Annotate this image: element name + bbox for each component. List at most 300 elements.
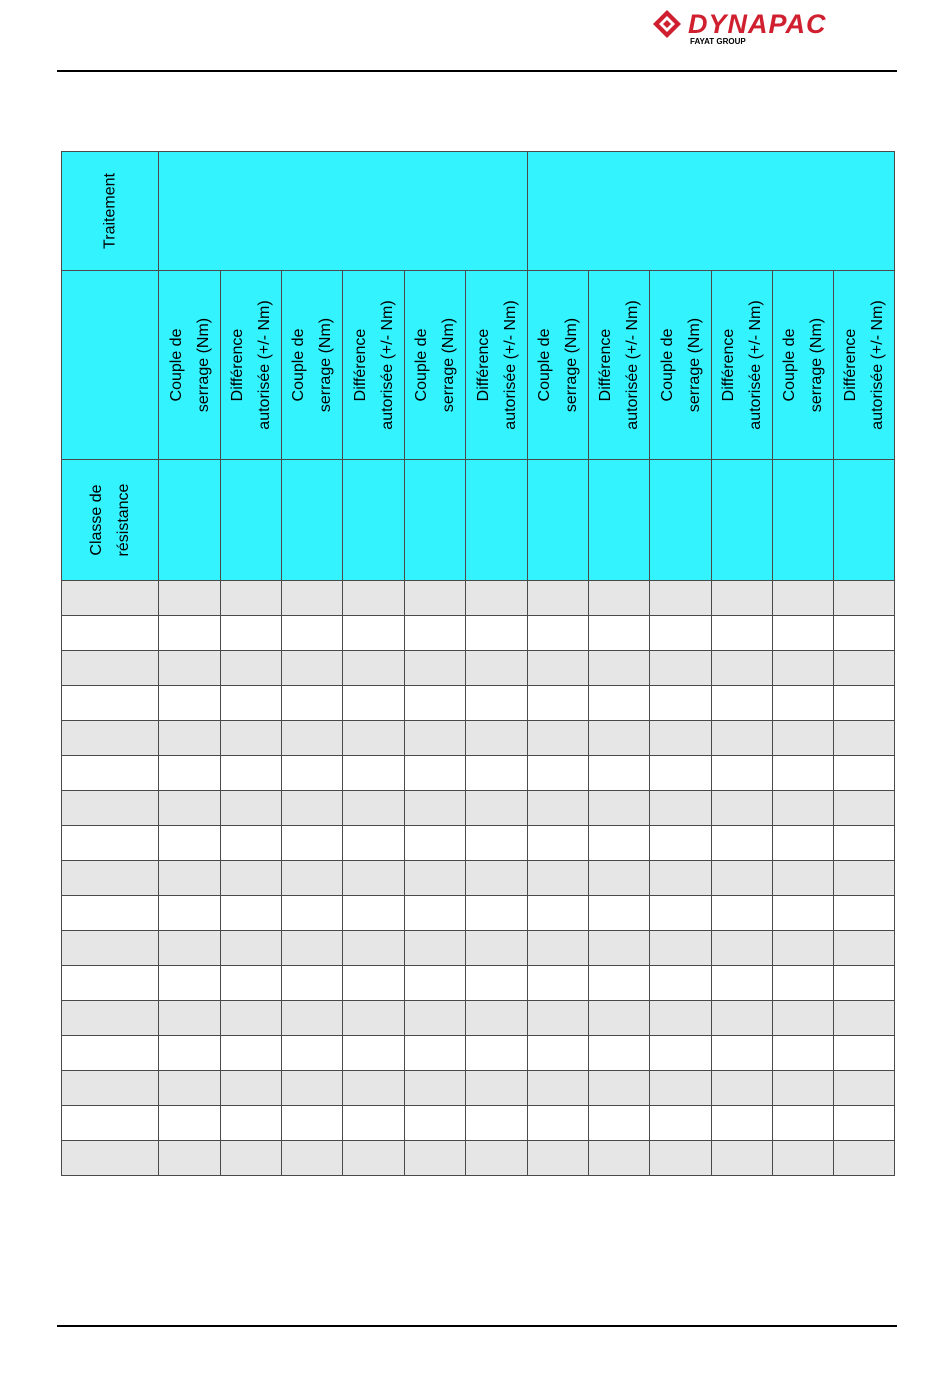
table-cell [589, 966, 650, 1001]
classe-label-line2: résistance [115, 483, 132, 557]
table-cell [62, 1001, 159, 1036]
table-cell [650, 721, 712, 756]
table-cell [528, 791, 589, 826]
table-cell [466, 651, 528, 686]
classe-row-cell [159, 460, 221, 581]
table-cell [650, 1071, 712, 1106]
column-header-11-line1: Couple de [781, 328, 799, 402]
table-row [62, 861, 895, 896]
table-cell [159, 1001, 221, 1036]
table-cell [834, 896, 895, 931]
table-cell [650, 1141, 712, 1176]
table-cell [528, 1141, 589, 1176]
table-cell [282, 721, 343, 756]
table-cell [773, 1106, 834, 1141]
table-cell [466, 756, 528, 791]
footer-rule [57, 1325, 897, 1327]
table-cell [62, 861, 159, 896]
table-cell [650, 1001, 712, 1036]
column-header-8 [589, 271, 650, 460]
table-cell [528, 1106, 589, 1141]
table-row [62, 616, 895, 651]
table-cell [159, 826, 221, 861]
table-cell [466, 966, 528, 1001]
table-cell [589, 686, 650, 721]
table-row [62, 1036, 895, 1071]
table-cell [343, 1001, 405, 1036]
column-header-8-line2: autorisée (+/- Nm) [624, 300, 642, 430]
table-cell [466, 616, 528, 651]
classe-row-cell [528, 460, 589, 581]
table-cell [159, 756, 221, 791]
table-row [62, 651, 895, 686]
classe-row-cell [282, 460, 343, 581]
table-cell [834, 1001, 895, 1036]
column-header-12-line1: Différence [842, 328, 860, 402]
table-cell [405, 1071, 466, 1106]
brand-subtitle: FAYAT GROUP [690, 37, 746, 46]
table-cell [773, 581, 834, 616]
table-cell [712, 791, 773, 826]
column-header-11 [773, 271, 834, 460]
table-cell [282, 1071, 343, 1106]
table-cell [650, 931, 712, 966]
table-cell [773, 1071, 834, 1106]
table-cell [282, 581, 343, 616]
table-cell [405, 791, 466, 826]
table-cell [405, 721, 466, 756]
column-header-4 [343, 271, 405, 460]
table-cell [405, 1106, 466, 1141]
table-cell [221, 826, 282, 861]
table-cell [282, 756, 343, 791]
table-cell [159, 721, 221, 756]
table-cell [343, 861, 405, 896]
header-rule [57, 70, 897, 72]
table-cell [712, 896, 773, 931]
table-cell [62, 1071, 159, 1106]
table-cell [528, 651, 589, 686]
table-cell [589, 826, 650, 861]
classe-row-cell [466, 460, 528, 581]
table-cell [589, 896, 650, 931]
table-cell [159, 1106, 221, 1141]
column-header-2-line2: autorisée (+/- Nm) [256, 300, 273, 430]
table-cell [221, 581, 282, 616]
table-cell [62, 721, 159, 756]
table-cell [62, 756, 159, 791]
classe-row-cell [343, 460, 405, 581]
table-cell [405, 1001, 466, 1036]
table-cell [773, 791, 834, 826]
table-cell [834, 721, 895, 756]
column-header-12-line2: autorisée (+/- Nm) [869, 300, 887, 430]
table-row [62, 1071, 895, 1106]
table-cell [773, 686, 834, 721]
table-cell [405, 896, 466, 931]
table-cell [773, 861, 834, 896]
table-cell [159, 861, 221, 896]
table-row [62, 931, 895, 966]
table-cell [528, 616, 589, 651]
table-cell [589, 1141, 650, 1176]
table-cell [834, 651, 895, 686]
table-cell [650, 651, 712, 686]
table-cell [62, 581, 159, 616]
traitement-header [62, 152, 159, 271]
table-cell [62, 791, 159, 826]
column-header-10 [712, 271, 773, 460]
table-cell [650, 616, 712, 651]
table-cell [528, 581, 589, 616]
table-cell [221, 1001, 282, 1036]
table-cell [834, 931, 895, 966]
table-cell [650, 686, 712, 721]
table-cell [221, 1071, 282, 1106]
table-cell [159, 1071, 221, 1106]
table-cell [405, 651, 466, 686]
table-cell [773, 651, 834, 686]
table-cell [282, 1141, 343, 1176]
table-cell [343, 931, 405, 966]
table-cell [466, 1141, 528, 1176]
table-cell [712, 861, 773, 896]
table-cell [773, 966, 834, 1001]
table-cell [589, 791, 650, 826]
table-cell [343, 651, 405, 686]
table-row [62, 721, 895, 756]
table-cell [589, 581, 650, 616]
table-cell [62, 826, 159, 861]
table-cell [221, 896, 282, 931]
table-cell [650, 966, 712, 1001]
column-header-4-line1: Différence [351, 328, 369, 402]
column-header-5-line1: Couple de [413, 328, 430, 402]
table-cell [62, 651, 159, 686]
column-header-3 [282, 271, 343, 460]
table-cell [712, 1106, 773, 1141]
table-cell [773, 826, 834, 861]
column-header-1-line1: Couple de [167, 328, 185, 402]
table-cell [282, 966, 343, 1001]
table-cell [650, 1036, 712, 1071]
column-header-1-line2: serrage (Nm) [194, 317, 212, 413]
table-cell [405, 966, 466, 1001]
column-header-2-line1: Différence [229, 328, 246, 402]
table-cell [282, 896, 343, 931]
table-cell [712, 721, 773, 756]
table-cell [589, 1036, 650, 1071]
table-cell [589, 616, 650, 651]
table-row [62, 896, 895, 931]
table-cell [221, 861, 282, 896]
table-cell [159, 966, 221, 1001]
table-cell [343, 616, 405, 651]
table-cell [62, 1036, 159, 1071]
table-cell [343, 581, 405, 616]
table-cell [343, 756, 405, 791]
table-cell [466, 721, 528, 756]
table-cell [589, 1106, 650, 1141]
table-cell [405, 581, 466, 616]
table-cell [221, 686, 282, 721]
table-cell [159, 896, 221, 931]
treatment-group-1 [159, 152, 528, 271]
table-cell [834, 686, 895, 721]
table-cell [405, 1141, 466, 1176]
table-cell [282, 616, 343, 651]
classe-label-line1: Classe de [88, 484, 105, 556]
table-cell [159, 581, 221, 616]
table-cell [221, 791, 282, 826]
table-row [62, 791, 895, 826]
table-cell [589, 756, 650, 791]
table-cell [62, 966, 159, 1001]
table-cell [712, 1141, 773, 1176]
column-header-9 [650, 271, 712, 460]
table-row [62, 966, 895, 1001]
table-cell [159, 686, 221, 721]
table-cell [589, 861, 650, 896]
table-cell [62, 931, 159, 966]
table-cell [405, 931, 466, 966]
table-cell [282, 1001, 343, 1036]
table-cell [62, 896, 159, 931]
table-cell [834, 1106, 895, 1141]
table-cell [528, 966, 589, 1001]
table-cell [405, 616, 466, 651]
table-cell [712, 1071, 773, 1106]
table-cell [466, 861, 528, 896]
table-cell [221, 1036, 282, 1071]
column-header-7 [528, 271, 589, 460]
table-row [62, 1001, 895, 1036]
table-cell [528, 1071, 589, 1106]
table-cell [589, 931, 650, 966]
table-cell [221, 931, 282, 966]
table-cell [466, 896, 528, 931]
table-row [62, 1106, 895, 1141]
table-cell [282, 861, 343, 896]
column-header-5 [405, 271, 466, 460]
table-cell [589, 1071, 650, 1106]
column-header-7-line2: serrage (Nm) [563, 317, 581, 413]
table-cell [834, 616, 895, 651]
table-cell [528, 861, 589, 896]
table-row [62, 1141, 895, 1176]
table-cell [650, 896, 712, 931]
column-header-10-line2: autorisée (+/- Nm) [747, 300, 765, 430]
classe-row-cell [834, 460, 895, 581]
table-cell [343, 896, 405, 931]
torque-table [61, 151, 895, 1176]
table-cell [62, 1106, 159, 1141]
column-header-5-line2: serrage (Nm) [440, 317, 457, 413]
classe-row-cell [650, 460, 712, 581]
table-cell [712, 686, 773, 721]
table-cell [712, 931, 773, 966]
column-header-6-line2: autorisée (+/- Nm) [501, 300, 519, 430]
table-cell [466, 1071, 528, 1106]
table-cell [282, 826, 343, 861]
table-cell [221, 616, 282, 651]
table-cell [773, 1036, 834, 1071]
table-cell [712, 651, 773, 686]
table-cell [773, 1001, 834, 1036]
table-cell [650, 756, 712, 791]
table-cell [405, 686, 466, 721]
table-cell [834, 966, 895, 1001]
table-cell [589, 651, 650, 686]
column-header-6 [466, 271, 528, 460]
table-cell [528, 1001, 589, 1036]
table-cell [405, 826, 466, 861]
table-cell [528, 1036, 589, 1071]
table-cell [282, 1106, 343, 1141]
column-header-3-line1: Couple de [290, 328, 307, 402]
table-cell [528, 756, 589, 791]
table-cell [712, 756, 773, 791]
table-cell [528, 826, 589, 861]
traitement-label: Traitement [101, 173, 119, 249]
table-cell [343, 1106, 405, 1141]
column-header-10-line1: Différence [720, 328, 738, 402]
brand-wordmark: DYNAPAC [688, 9, 827, 39]
table-cell [282, 931, 343, 966]
table-cell [221, 721, 282, 756]
treatment-group-2 [528, 152, 895, 271]
table-cell [712, 581, 773, 616]
table-cell [834, 1071, 895, 1106]
table-cell [466, 791, 528, 826]
table-cell [221, 966, 282, 1001]
column-header-2 [221, 271, 282, 460]
column-header-3-line2: serrage (Nm) [317, 317, 334, 413]
column-header-6-line1: Différence [474, 328, 492, 402]
classe-row-cell [221, 460, 282, 581]
table-cell [343, 791, 405, 826]
table-cell [650, 1106, 712, 1141]
table-cell [221, 1106, 282, 1141]
table-cell [62, 616, 159, 651]
table-cell [834, 1141, 895, 1176]
table-cell [773, 1141, 834, 1176]
table-cell [221, 651, 282, 686]
table-row [62, 826, 895, 861]
table-cell [773, 721, 834, 756]
table-cell [712, 1001, 773, 1036]
table-cell [159, 616, 221, 651]
table-cell [528, 721, 589, 756]
table-cell [466, 1036, 528, 1071]
table-cell [650, 861, 712, 896]
table-cell [712, 616, 773, 651]
table-row [62, 756, 895, 791]
table-cell [405, 756, 466, 791]
column-header-12 [834, 271, 895, 460]
table-cell [650, 791, 712, 826]
table-cell [834, 861, 895, 896]
table-cell [466, 686, 528, 721]
table-cell [62, 686, 159, 721]
table-cell [773, 756, 834, 791]
table-cell [159, 651, 221, 686]
table-cell [221, 1141, 282, 1176]
table-cell [282, 791, 343, 826]
table-cell [405, 1036, 466, 1071]
table-cell [343, 721, 405, 756]
table-cell [221, 756, 282, 791]
table-cell [159, 1036, 221, 1071]
table-cell [834, 581, 895, 616]
classe-row-cell [405, 460, 466, 581]
table-cell [466, 581, 528, 616]
table-row [62, 686, 895, 721]
table-cell [834, 791, 895, 826]
column-header-4-line2: autorisée (+/- Nm) [378, 300, 396, 430]
table-cell [159, 791, 221, 826]
table-cell [528, 896, 589, 931]
table-cell [343, 686, 405, 721]
column-header-9-line2: serrage (Nm) [685, 317, 703, 413]
table-cell [282, 651, 343, 686]
table-row [62, 581, 895, 616]
table-cell [282, 1036, 343, 1071]
table-cell [589, 721, 650, 756]
table-cell [773, 931, 834, 966]
column-header-7-line1: Couple de [536, 328, 554, 402]
table-cell [466, 1106, 528, 1141]
table-cell [343, 1036, 405, 1071]
table-cell [712, 966, 773, 1001]
column-header-8-line1: Différence [597, 328, 615, 402]
table-cell [834, 1036, 895, 1071]
table-cell [405, 861, 466, 896]
table-cell [834, 756, 895, 791]
table-cell [712, 826, 773, 861]
classe-row-cell [712, 460, 773, 581]
table-cell [650, 581, 712, 616]
classe-row-cell [773, 460, 834, 581]
corner-header [62, 271, 159, 460]
table-cell [466, 931, 528, 966]
table-cell [650, 826, 712, 861]
classe-row-cell [589, 460, 650, 581]
column-header-9-line1: Couple de [658, 328, 676, 402]
table-cell [343, 826, 405, 861]
table-cell [159, 931, 221, 966]
table-cell [343, 966, 405, 1001]
table-cell [712, 1036, 773, 1071]
table-cell [159, 1141, 221, 1176]
table-cell [528, 686, 589, 721]
table-cell [834, 826, 895, 861]
table-cell [62, 1141, 159, 1176]
table-cell [589, 1001, 650, 1036]
column-header-11-line2: serrage (Nm) [808, 317, 826, 413]
dynapac-logo [652, 8, 902, 48]
table-cell [343, 1141, 405, 1176]
table-cell [466, 826, 528, 861]
table-cell [343, 1071, 405, 1106]
table-cell [773, 896, 834, 931]
table-cell [466, 1001, 528, 1036]
column-header-1 [159, 271, 221, 460]
table-cell [282, 686, 343, 721]
classe-header [62, 460, 159, 581]
table-cell [528, 931, 589, 966]
table-cell [773, 616, 834, 651]
